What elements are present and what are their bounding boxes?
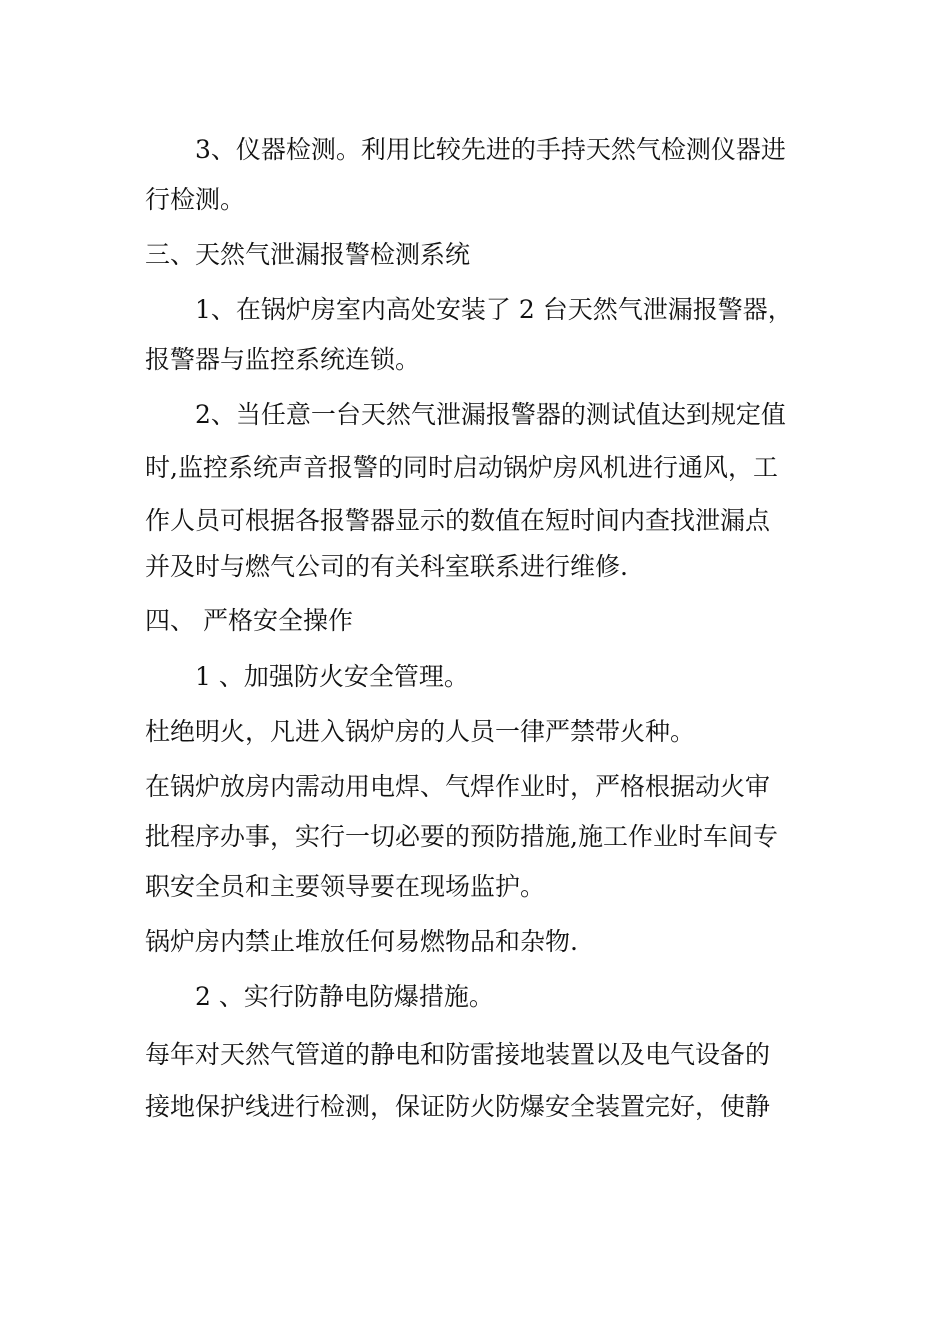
- text-line: 1、在锅炉房室内高处安装了 2 台天然气泄漏报警器，: [195, 295, 793, 324]
- section-heading: 三、天然气泄漏报警检测系统: [145, 240, 471, 269]
- text-line: 行检测。: [145, 185, 246, 214]
- text-line: 职安全员和主要领导要在现场监护。: [145, 872, 546, 901]
- section-heading: 四、 严格安全操作: [145, 606, 353, 635]
- text-line: 批程序办事，实行一切必要的预防措施,施工作业时车间专: [145, 822, 778, 851]
- text-line: 锅炉房内禁止堆放任何易燃物品和杂物.: [145, 927, 578, 956]
- text-line: 时,监控系统声音报警的同时启动锅炉房风机进行通风，工: [145, 453, 778, 482]
- text-line: 作人员可根据各报警器显示的数值在短时间内查找泄漏点: [145, 506, 771, 535]
- text-line: 2 、实行防静电防爆措施。: [195, 982, 494, 1011]
- text-line: 杜绝明火，凡进入锅炉房的人员一律严禁带火种。: [145, 717, 696, 746]
- text-line: 1 、加强防火安全管理。: [195, 662, 469, 691]
- text-line: 2、当任意一台天然气泄漏报警器的测试值达到规定值: [195, 400, 786, 429]
- text-line: 每年对天然气管道的静电和防雷接地装置以及电气设备的: [145, 1040, 771, 1069]
- text-line: 报警器与监控系统连锁。: [145, 345, 421, 374]
- text-line: 在锅炉放房内需动用电焊、气焊作业时，严格根据动火审: [145, 772, 771, 801]
- text-line: 3、仪器检测。利用比较先进的手持天然气检测仪器进: [195, 135, 786, 164]
- text-line: 并及时与燃气公司的有关科室联系进行维修.: [145, 552, 628, 581]
- text-line: 接地保护线进行检测，保证防火防爆安全装置完好，使静: [145, 1092, 771, 1121]
